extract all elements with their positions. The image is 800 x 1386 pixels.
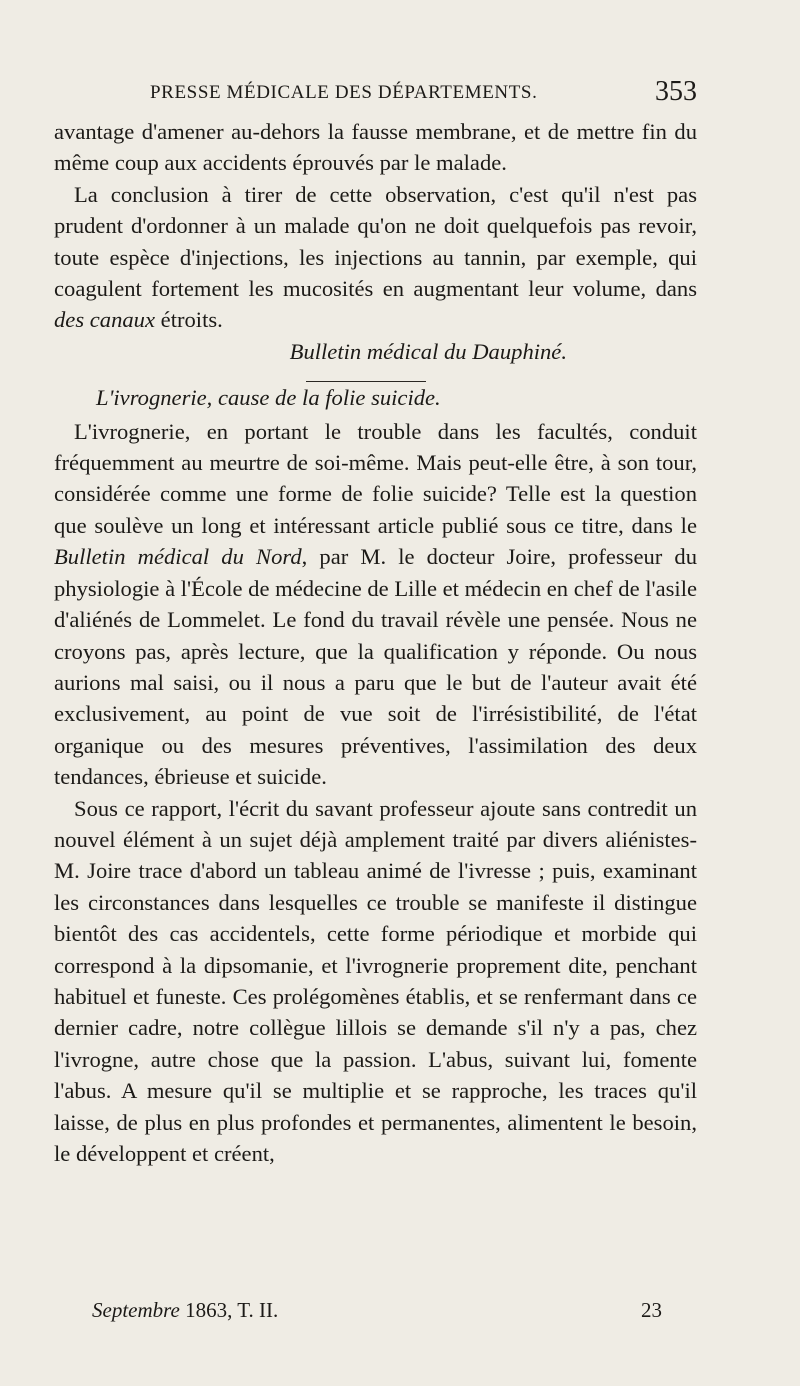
paragraph-2-end: étroits. bbox=[155, 307, 223, 333]
paragraph-2-text: La conclusion à tirer de cette observation, c'est qu'il n'est pas prudent d'ordonner à un malade qu'on ne doit quelquefois pas revoir, toute espèce d'injections, les injections au tannin, par exemple, qui coagulent fortement les mucosités en augmentant leur volume, dans bbox=[54, 181, 697, 302]
running-title: PRESSE MÉDICALE DES DÉPARTEMENTS. bbox=[150, 82, 538, 103]
paragraph-2 bbox=[54, 179, 697, 336]
source-citation: Bulletin médical du Dauphiné. bbox=[289, 338, 567, 364]
paragraph-2-italic: des canaux bbox=[54, 307, 156, 333]
paragraph-1: avantage d'amener au-dehors la fausse membrane, et de mettre fin du même coup aux accidents éprouvés par le malade. bbox=[54, 119, 697, 176]
footer bbox=[92, 1298, 662, 1323]
signature-month: Septembre bbox=[92, 1298, 180, 1322]
paragraph-3-italic: Bulletin médical du Nord bbox=[54, 544, 302, 570]
signature-rest: 1863, T. II. bbox=[179, 1298, 279, 1322]
running-header bbox=[54, 76, 697, 116]
page-number: 353 bbox=[655, 76, 697, 107]
sheet-number: 23 bbox=[641, 1298, 662, 1322]
paragraph-3 bbox=[54, 416, 697, 793]
paragraph-3-text: L'ivrognerie, en portant le trouble dans les facultés, conduit fréquemment au meurtre de soi-même. Mais peut-elle être, à son tour, considérée comme une forme de folie suicide? Telle est la question que soulève un long et intéressant article publié sous ce titre, dans le bbox=[54, 418, 697, 538]
paragraph-3-end: , par M. le docteur Joire, professeur du physiologie à l'École de médecine de Lille et médecin en chef de l'asile d'aliénés de Lommelet. Le fond du travail révèle une pensée. Nous ne croyons pas, après lecture, que la qualification y réponde. Ou nous aurions mal saisi, ou il nous a paru que le but de l'auteur avait été exclusivement, au point de vue soit de l'irrésistibilité, de l'état organique ou des mesures préventives, l'assimilation des deux tendances, ébrieuse et suicide. bbox=[54, 544, 698, 790]
paragraph-4: Sous ce rapport, l'écrit du savant professeur ajoute sans contredit un nouvel élément à un sujet déjà amplement traité par divers aliénistes- M. Joire trace d'abord un tableau animé de l'ivresse ; puis, examinant les circonstances dans lesquelles ce trouble se manifeste il distingue bientôt des cas accidentels, cette forme périodique et morbide qui correspond à la dipsomanie, et l'ivrognerie proprement dite, penchant habituel et funeste. Ces prolégomènes établis, et se renfermant dans ce dernier cadre, notre collègue lillois se demande s'il n'y a pas, chez l'ivrogne, autre chose que la passion. L'abus, suivant lui, fomente l'abus. A mesure qu'il se multiplie et se rapproche, les traces qu'il laisse, de plus en plus profondes et permanentes, alimentent le besoin, le développent et créent, bbox=[54, 795, 697, 1166]
page bbox=[54, 76, 697, 1169]
signature-line bbox=[92, 1298, 278, 1322]
section-title: L'ivrognerie, cause de la folie suicide. bbox=[96, 385, 441, 411]
